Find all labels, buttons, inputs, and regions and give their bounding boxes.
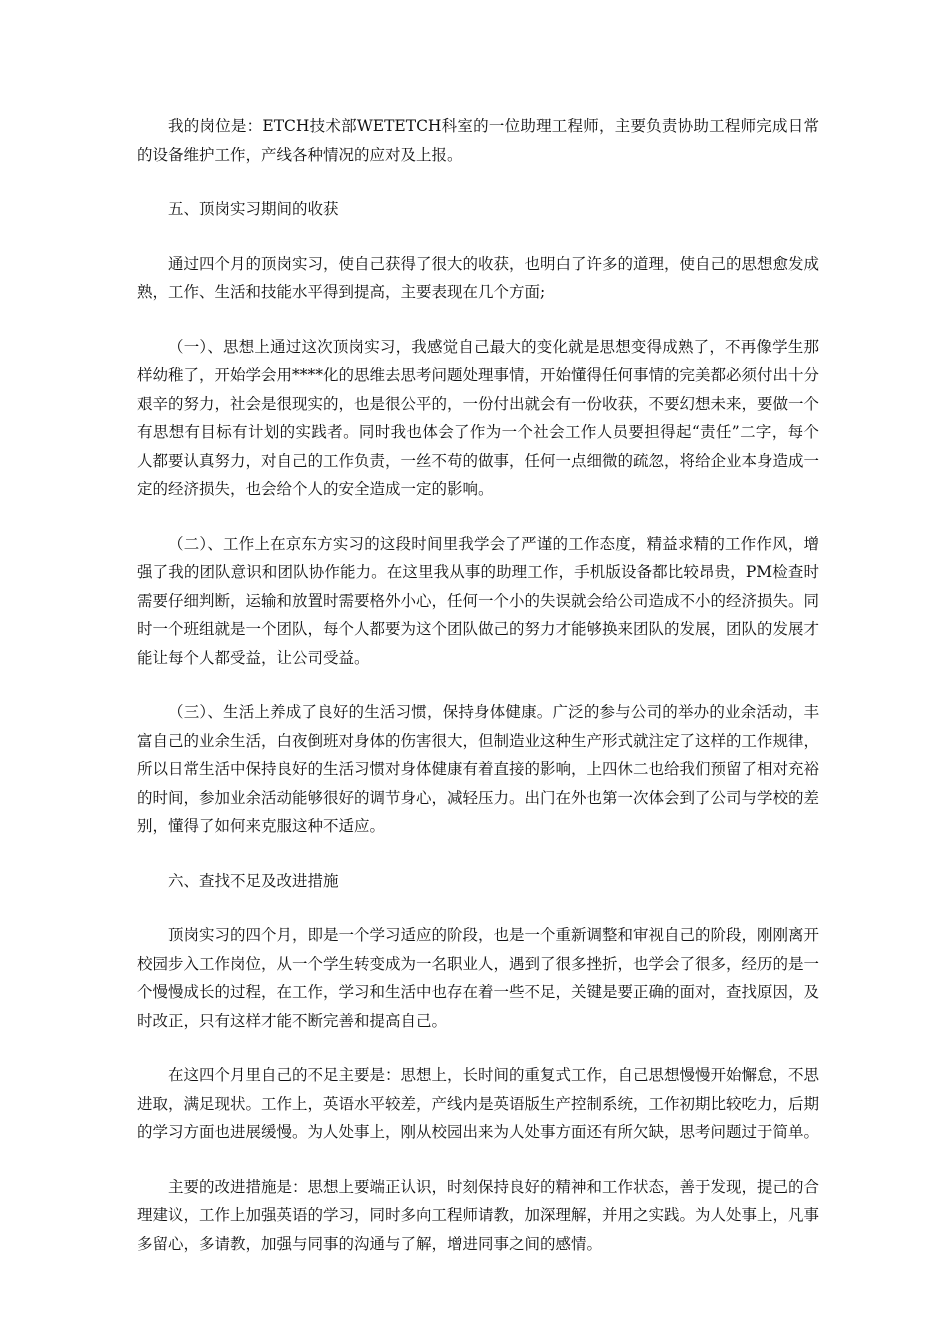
paragraph-measures: 主要的改进措施是：思想上要端正认识，时刻保持良好的精神和工作状态，善于发现，提己的合理建议，工作上加强英语的学习，同时多向工程师请教，加深理解，并用之实践。为人处事上，凡事多留心，多请教，加强与同事的沟通与了解，增进同事之间的感情。 — [137, 1177, 820, 1253]
paragraph-gains-work: （二）、工作上在京东方实习的这段时间里我学会了严谨的工作态度，精益求精的工作作风，增强了我的团队意识和团队协作能力。在这里我从事的助理工作，手机版设备都比较昂贵，PM检查时需要仔细判断，运输和放置时需要格外小心，任何一个小的失误就会给公司造成不小的经济损失。同时一个班组就是一个团队，每个人都要为这个团队做己的努力才能够换来团队的发展，团队的发展才能让每个人都受益，让公司受益。 — [137, 534, 820, 667]
paragraph-gains-thought: （一）、思想上通过这次顶岗实习，我感觉自己最大的变化就是思想变得成熟了，不再像学生那样幼稚了，开始学会用****化的思维去思考问题处理事情，开始懂得任何事情的完美都必须付出十分艰辛的努力，社会是很现实的，也是很公平的，一份付出就会有一份收获，不要幻想未来，要做一个有思想有目标有计划的实践者。同时我也体会了作为一个社会工作人员要担得起“责任”二字，每个人都要认真努力，对自己的工作负责，一丝不苟的做事，任何一点细微的疏忽，将给企业本身造成一定的经济损失，也会给个人的安全造成一定的影响。 — [137, 337, 820, 498]
section-heading-gains: 五、顶岗实习期间的收获 — [168, 200, 339, 218]
paragraph-position: 我的岗位是：ETCH技术部WETETCH科室的一位助理工程师，主要负责协助工程师完成日常的设备维护工作，产线各种情况的应对及上报。 — [137, 117, 819, 164]
paragraph-gains-intro: 通过四个月的顶岗实习，使自己获得了很大的收获，也明白了许多的道理，使自己的思想愈发成熟，工作、生活和技能水平得到提高，主要表现在几个方面; — [137, 254, 820, 301]
section-heading-improvements: 六、查找不足及改进措施 — [168, 871, 339, 890]
document-body — [137, 112, 819, 1284]
paragraph-shortcomings: 在这四个月里自己的不足主要是：思想上，长时间的重复式工作，自己思想慢慢开始懈怠，不思进取，满足现状。工作上，英语水平较差，产线内是英语版生产控制系统，工作初期比较吃力，后期的学习方面也进展缓慢。为人处事上，刚从校园出来为人处事方面还有所欠缺，思考问题过于简单。 — [137, 1066, 820, 1141]
paragraph-improvement-intro: 顶岗实习的四个月，即是一个学习适应的阶段，也是一个重新调整和审视自己的阶段，刚刚离开校园步入工作岗位，从一个学生转变成为一名职业人，遇到了很多挫折，也学会了很多，经历的是一个慢慢成长的过程，在工作，学习和生活中也存在着一些不足，关键是要正确的面对，查找原因，及时改正，只有这样才能不断完善和提高自己。 — [137, 926, 820, 1030]
paragraph-gains-life: （三）、生活上养成了良好的生活习惯，保持身体健康。广泛的参与公司的举办的业余活动，丰富自己的业余生活，白夜倒班对身体的伤害很大，但制造业这种生产形式就注定了这样的工作规律，所以日常生活中保持良好的生活习惯对身体健康有着直接的影响，上四休二也给我们预留了相对充裕的时间，参加业余活动能够很好的调节身心，减轻压力。出门在外也第一次体会到了公司与学校的差别，懂得了如何来克服这种不适应。 — [137, 703, 820, 835]
